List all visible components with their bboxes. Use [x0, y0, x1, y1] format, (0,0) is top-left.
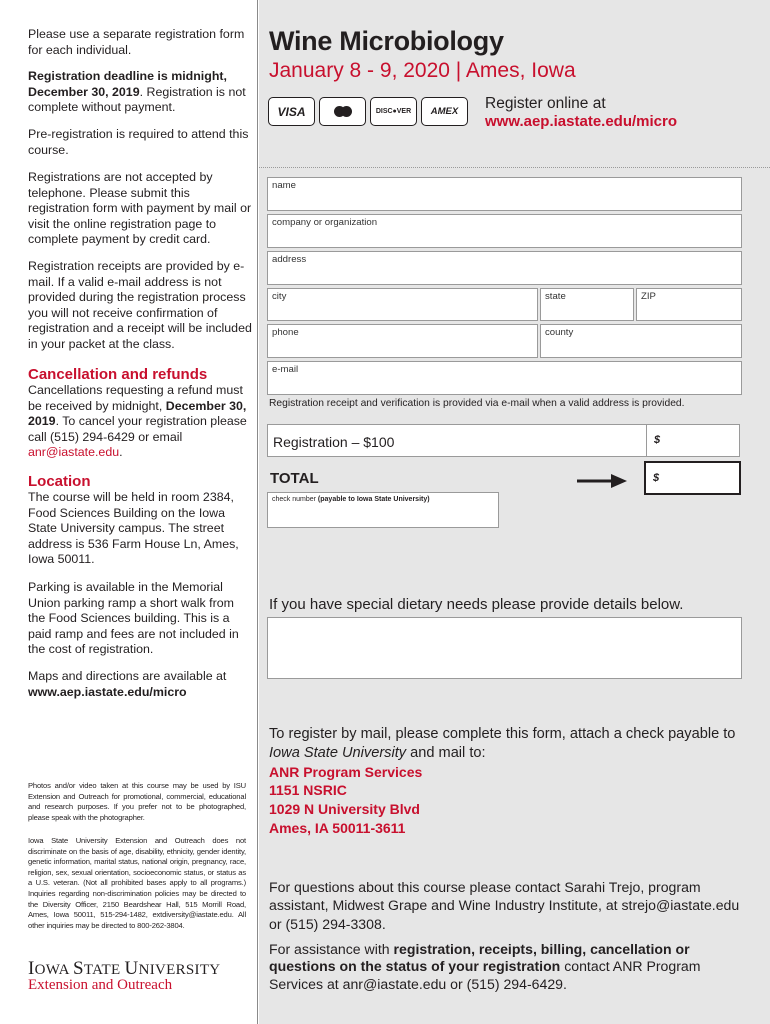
mail-instructions: [269, 725, 749, 762]
name-label: name: [272, 180, 296, 191]
payment-cards: [268, 97, 468, 126]
divider: [259, 167, 770, 168]
registration-fee-label: Registration – $100: [273, 434, 395, 450]
cancel-text-a: Cancellations requesting a refund must be received by midnight,: [28, 383, 243, 413]
course-contact: For questions about this course please contact Sarahi Trejo, program assistant, Midwest Grape and Wine Industry Institute, at strejo@iastate.edu or (515) 294-3308.: [269, 879, 740, 932]
register-online-label: Register online at: [485, 95, 606, 112]
mastercard-icon: [319, 97, 366, 126]
register-online-url[interactable]: www.aep.iastate.edu/micro: [485, 113, 678, 130]
deadline-bold: Registration deadline is midnight, December 30, 2019: [28, 69, 227, 99]
mail-address-line: Ames, IA 50011-3611: [269, 820, 406, 836]
registration-form-panel: [259, 0, 770, 1024]
arrow-right-icon: [577, 474, 627, 488]
total-label: TOTAL: [270, 470, 319, 487]
course-date-location: January 8 - 9, 2020 | Ames, Iowa: [269, 59, 576, 82]
email-label: e-mail: [272, 364, 299, 375]
mail-address-line: 1029 N University Blvd: [269, 801, 420, 817]
mail-payee: Iowa State University: [269, 744, 407, 761]
cancel-text-b: . To cancel your registration please call (515) 294-6429 or email: [28, 414, 247, 444]
assist-text-b: contact ANR Program Services at anr@iastate.edu or (515) 294-6429.: [269, 958, 701, 992]
dietary-needs-question: If you have special dietary needs please provide details below.: [269, 596, 684, 613]
cancel-text-end: .: [119, 445, 123, 460]
parking-text: Parking is available in the Memorial Union parking ramp a short walk from the Food Sciences building. This is a paid ramp and fees are not included in the cost of registration.: [28, 580, 239, 657]
mail-text-a: To register by mail, please complete this form, attach a check payable to: [269, 726, 736, 742]
check-number-label: check number: [272, 496, 318, 503]
cancel-email-link[interactable]: anr@iastate.edu: [28, 445, 120, 460]
preregistration-note: Pre-registration is required to attend this course.: [28, 127, 249, 157]
receipt-note: Registration receipt and verification is provided via e-mail when a valid address is provided.: [269, 398, 685, 409]
assistance-contact: [269, 941, 749, 993]
check-number-field[interactable]: [267, 492, 499, 528]
deadline-rest: . Registration is not complete without payment.: [28, 84, 246, 115]
separate-form-note: Please use a separate registration form for each individual.: [28, 27, 245, 57]
total-amount-field[interactable]: [644, 461, 741, 495]
address-field[interactable]: [267, 251, 742, 285]
registration-fee-row: [267, 424, 740, 457]
assist-text-a: For assistance with: [269, 941, 394, 957]
maps-url-link[interactable]: www.aep.iastate.edu/micro: [28, 684, 187, 699]
course-title: Wine Microbiology: [269, 26, 504, 56]
info-column: [0, 0, 258, 1024]
location-text: The course will be held in room 2384, Food Sciences Building on the Iowa State University campus. The street address is 536 Farm House Ln, Ames, Iowa 50011.: [28, 490, 239, 567]
total-dollar-sign: $: [653, 472, 660, 484]
email-field[interactable]: [267, 361, 742, 395]
location-heading: Location: [28, 473, 91, 490]
city-field[interactable]: [267, 288, 538, 321]
cancellation-text: [28, 383, 252, 461]
check-payable-note: (payable to Iowa State University): [317, 496, 430, 503]
county-label: county: [545, 327, 574, 338]
company-label: company or organization: [272, 217, 378, 228]
isu-logo-subtitle: Extension and Outreach: [28, 977, 173, 993]
mail-address-line: ANR Program Services: [269, 764, 423, 780]
photo-notice: Photos and/or video taken at this course may be used by ISU Extension and Outreach for promotional, commercial, educational and research purposes. If you prefer not to be photographed, please speak with the photographer.: [28, 781, 246, 822]
nondiscrimination-statement: Iowa State University Extension and Outreach does not discriminate on the basis of age, disability, ethnicity, gender identity, genetic information, marital status, national origin, pregnancy, race, religion, sex, sexual orientation, socioeconomic status, or status as a U.S. veteran. (Not all prohibited bases apply to all programs.) Inquiries regarding non-discrimination policies may be directed to the Diversity Officer, 2150 Beardshear Hall, 515 Morrill Road, Ames, Iowa 50011, 515-294-1482, extdiversity@iastate.edu. All other inquiries may be directed to 800-262-3804.: [28, 836, 246, 930]
assist-topics: registration, receipts, billing, cancellation or questions on the status of your registration: [269, 941, 690, 975]
visa-icon: VISA: [268, 97, 315, 126]
phone-label: phone: [272, 327, 299, 338]
mail-address-line: 1151 NSRIC: [269, 782, 347, 798]
fee-amount-field[interactable]: $: [654, 434, 661, 446]
address-label: address: [272, 254, 307, 265]
receipts-note: Registration receipts are provided by e-mail. If a valid e-mail address is not provided during the registration process you will not receive confirmation of registration and a receipt will be included in your packet at the class.: [28, 259, 252, 351]
county-field[interactable]: [540, 324, 742, 358]
discover-icon: DISC●VER: [370, 97, 417, 126]
amex-icon: AMEX: [421, 97, 468, 126]
name-field[interactable]: [267, 177, 742, 211]
maps-note: [28, 669, 252, 700]
state-field[interactable]: [540, 288, 634, 321]
telephone-note: Registrations are not accepted by telephone. Please submit this registration form with payment by mail or visit the online registration page to complete payment by credit card.: [28, 170, 252, 247]
maps-text: Maps and directions are available at: [28, 669, 227, 683]
deadline-note: [28, 69, 252, 116]
company-field[interactable]: [267, 214, 742, 248]
city-label: city: [272, 291, 287, 302]
isu-logo-wordmark: IOWA STATE UNIVERSITY: [28, 958, 221, 979]
zip-field[interactable]: [636, 288, 742, 321]
dietary-needs-textarea[interactable]: [267, 617, 742, 679]
phone-field[interactable]: [267, 324, 538, 358]
mail-text-b: and mail to:: [406, 744, 486, 761]
cancel-date: December 30, 2019: [28, 398, 247, 429]
state-label: state: [545, 291, 566, 302]
cancellation-heading: Cancellation and refunds: [28, 366, 208, 383]
zip-label: ZIP: [641, 291, 656, 302]
